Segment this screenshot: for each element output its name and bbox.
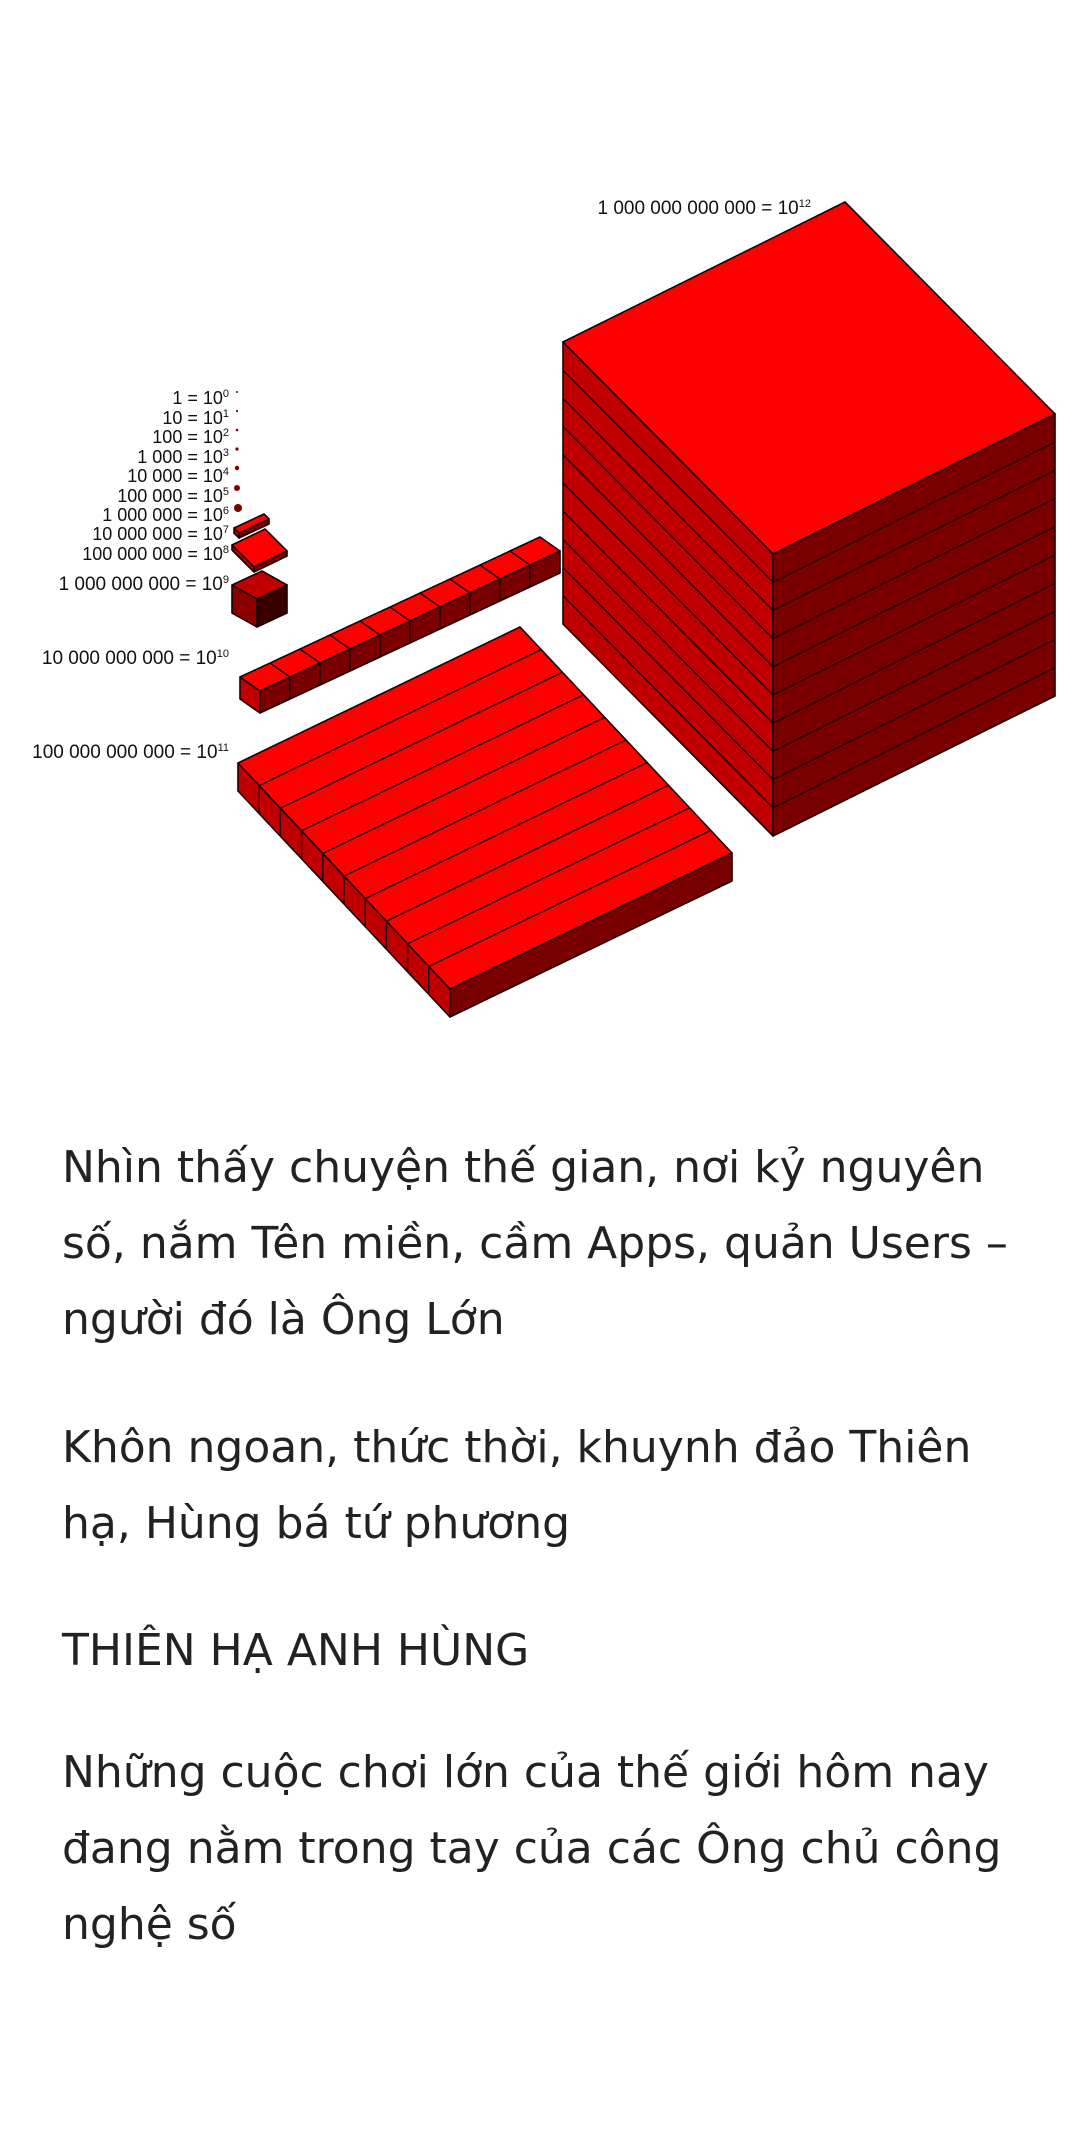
tiny-cube-markers [234,391,242,512]
scale-label-10e2: $100 = 10^2$ [152,427,229,447]
scale-label-10e3: 1 $000 = 10^3$ [137,447,229,467]
scale-label-10e6: 1 000 $000 = 10^6$ [102,505,229,525]
cube-marker-10e6 [234,504,242,512]
cube-marker-10e0 [236,391,238,393]
cube-marker-10e4 [235,466,239,470]
scale-label-10e8: 100 000 $000 = 10^8$ [82,544,229,564]
scale-label-10e5: 100 $000 = 10^5$ [117,486,229,506]
scale-label-10e4: 10 $000 = 10^4$ [127,466,229,486]
paragraph-intro: Nhìn thấy chuyện thế gian, nơi kỷ nguyên số, nắm Tên miền, cầm Apps, quản Users – người đó là Ông Lớn [62,1142,1008,1345]
paragraph-heading: THIÊN HẠ ANH HÙNG [62,1625,530,1676]
paragraph-slogan: Khôn ngoan, thức thời, khuynh đảo Thiên hạ, Hùng bá tứ phương [62,1422,972,1549]
cube-shapes [232,202,1055,1017]
scale-label-10e7: 10 000 $000 = 10^7$ [92,524,229,544]
powers-of-ten-illustration [0,0,1080,1020]
cube-marker-10e3 [235,447,238,450]
scale-label-10e12: 1 000 000 000 $000 = 10^{12}$ [597,198,811,219]
cube-marker-10e1 [236,410,238,412]
scale-label-10e1: $10 = 10^1$ [162,408,229,428]
paragraph-closing: Những cuộc chơi lớn của thế giới hôm nay đang nằm trong tay của các Ông chủ công nghệ số [62,1747,1002,1950]
scale-label-10e9: 1 000 000 $000 = 10^9$ [58,574,229,595]
scale-label-10e0: $1 = 10^0$ [172,388,229,408]
scale-label-10e11: 100 000 000 $000 = 10^{11}$ [32,742,229,763]
scale-label-10e10: 10 000 000 $000 = 10^{10}$ [41,648,229,669]
cube-marker-10e2 [236,429,239,432]
cube-marker-10e5 [234,485,240,491]
